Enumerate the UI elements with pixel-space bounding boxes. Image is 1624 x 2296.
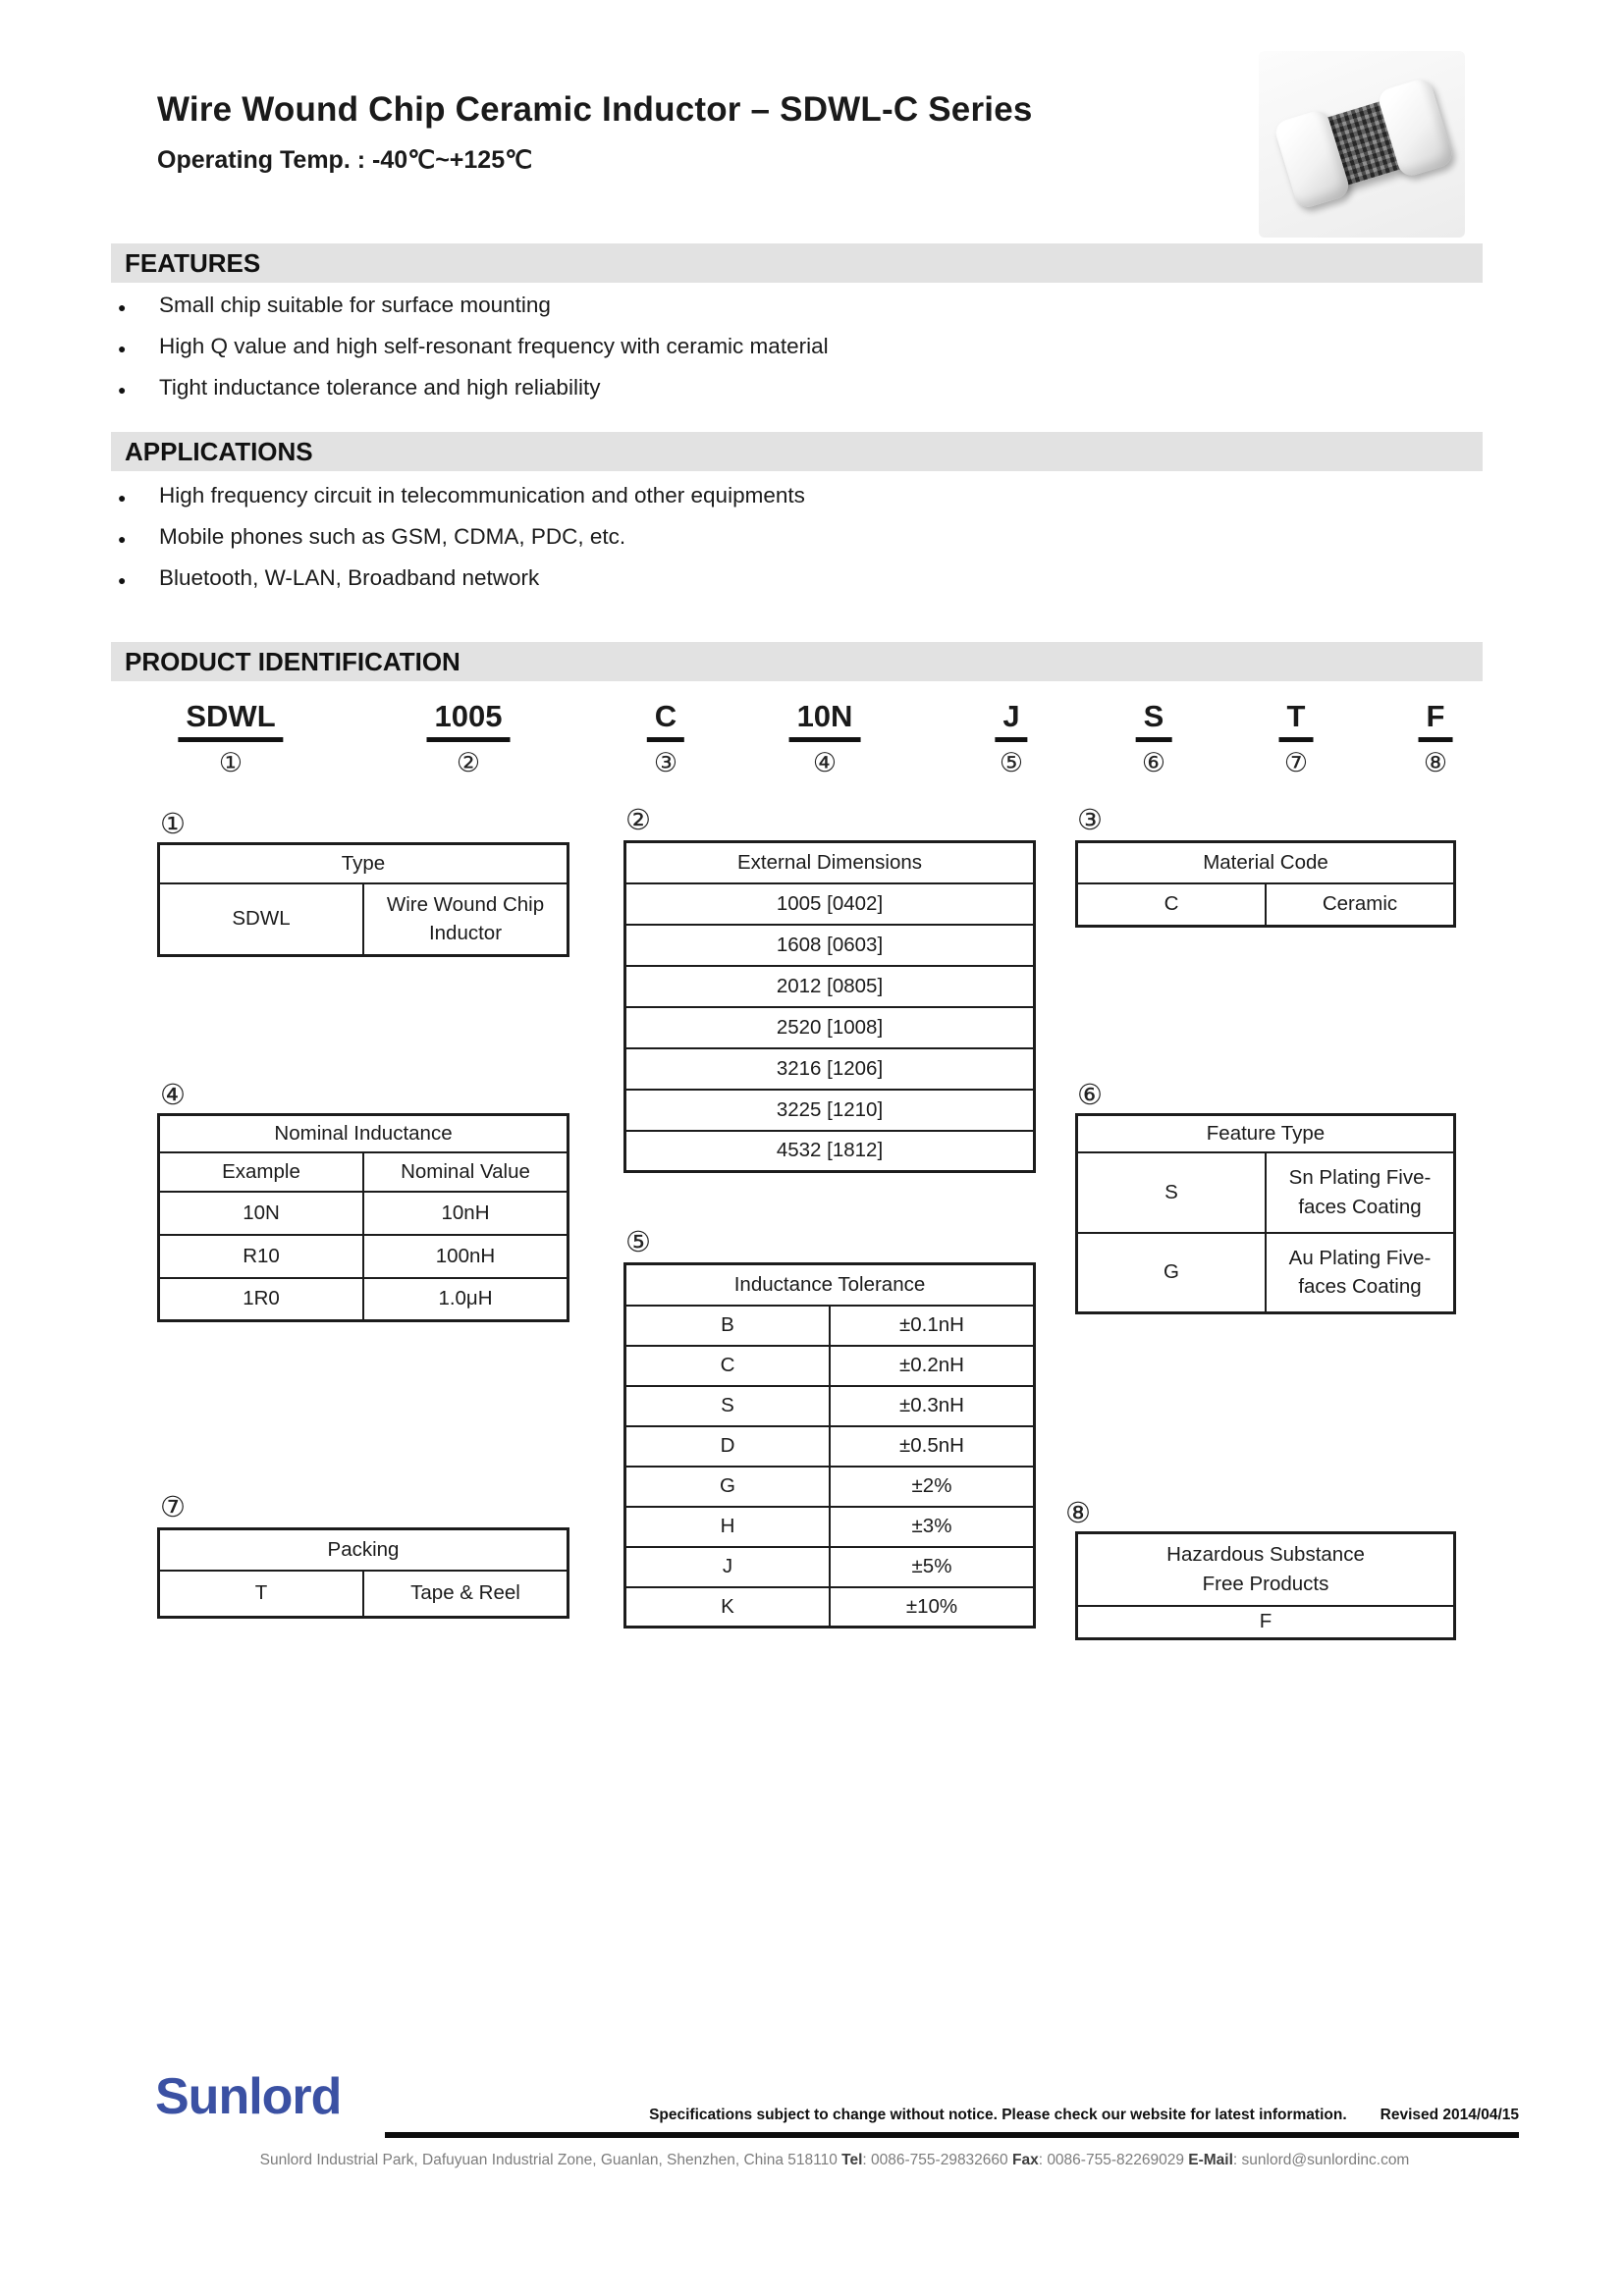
column-header: Nominal Value xyxy=(363,1152,568,1192)
footer-revised: Revised 2014/04/15 xyxy=(1380,2107,1519,2123)
part-code-segment xyxy=(1419,699,1453,778)
footer-divider xyxy=(385,2132,1519,2138)
table-row xyxy=(625,1306,1035,1346)
tolerance-value: ±0.2nH xyxy=(830,1346,1035,1386)
nominal-inductance-table xyxy=(157,1113,569,1322)
part-code-segment xyxy=(789,699,861,778)
circled-number-icon: ④ xyxy=(160,1078,186,1111)
table-row xyxy=(625,1007,1035,1048)
part-code-segment xyxy=(647,699,684,778)
circled-number-icon: ⑦ xyxy=(160,1490,186,1523)
circled-number-icon: ⑧ xyxy=(1065,1496,1091,1529)
email-value: : sunlord@sunlordinc.com xyxy=(1232,2152,1410,2168)
table-title: Feature Type xyxy=(1077,1115,1455,1152)
circled-number-icon: ⑥ xyxy=(1141,748,1166,778)
part-code-segment xyxy=(1136,699,1172,778)
tolerance-value: ±0.5nH xyxy=(830,1426,1035,1467)
tolerance-code: G xyxy=(625,1467,831,1507)
bullet-icon: ● xyxy=(118,531,127,547)
circled-number-icon: ⑦ xyxy=(1283,748,1309,778)
material-code-table xyxy=(1075,840,1456,928)
tolerance-code: B xyxy=(625,1306,831,1346)
type-table xyxy=(157,842,569,957)
external-dimensions-table xyxy=(623,840,1036,1173)
tolerance-value: ±2% xyxy=(830,1467,1035,1507)
address-text: Sunlord Industrial Park, Dafuyuan Industrial Zone, Guanlan, Shenzhen, China 518110 xyxy=(259,2152,842,2168)
applications-heading: APPLICATIONS xyxy=(111,432,1483,471)
table-row xyxy=(159,1235,568,1278)
features-item-text: Tight inductance tolerance and high reliability xyxy=(159,375,601,400)
applications-item-text: Mobile phones such as GSM, CDMA, PDC, etc. xyxy=(159,524,626,549)
dimension-value: 3216 [1206] xyxy=(625,1048,1035,1090)
circled-number-icon: ③ xyxy=(1077,803,1103,836)
table-row xyxy=(625,1346,1035,1386)
dimension-value: 4532 [1812] xyxy=(625,1131,1035,1172)
feature-value: Au Plating Five-faces Coating xyxy=(1288,1246,1432,1299)
part-code: T xyxy=(1279,699,1314,742)
chip-inductor-photo xyxy=(1259,51,1465,238)
features-item-text: Small chip suitable for surface mounting xyxy=(159,293,551,317)
table-title: Nominal Inductance xyxy=(159,1115,568,1152)
column-header: Example xyxy=(159,1152,364,1192)
applications-item xyxy=(118,483,805,508)
feature-code: G xyxy=(1077,1233,1267,1313)
part-code-segment xyxy=(178,699,283,778)
tolerance-value: ±0.3nH xyxy=(830,1386,1035,1426)
features-item-text: High Q value and high self-resonant frequency with ceramic material xyxy=(159,334,829,358)
circled-number-icon: ① xyxy=(218,748,244,778)
dimension-value: 2520 [1008] xyxy=(625,1007,1035,1048)
applications-item-text: High frequency circuit in telecommunication and other equipments xyxy=(159,483,805,507)
packing-code: T xyxy=(159,1571,364,1618)
dimension-value: 3225 [1210] xyxy=(625,1090,1035,1131)
part-code: 10N xyxy=(789,699,861,742)
packing-value: Tape & Reel xyxy=(363,1571,568,1618)
material-value: Ceramic xyxy=(1266,883,1455,927)
feature-type-table xyxy=(1075,1113,1456,1314)
type-code: SDWL xyxy=(159,883,364,956)
type-value: Wire Wound Chip Inductor xyxy=(386,892,545,945)
footer-note: Specifications subject to change without notice. Please check our website for latest information. xyxy=(649,2107,1347,2123)
packing-table xyxy=(157,1527,569,1619)
features-item xyxy=(118,293,551,318)
chip-inductor-graphic xyxy=(1272,77,1455,211)
tolerance-value: ±10% xyxy=(830,1587,1035,1628)
table-row xyxy=(1077,1606,1455,1639)
inductance-value: 1.0μH xyxy=(363,1278,568,1321)
bullet-icon: ● xyxy=(118,572,127,588)
table-row xyxy=(625,1386,1035,1426)
feature-code: S xyxy=(1077,1152,1267,1233)
tolerance-value: ±3% xyxy=(830,1507,1035,1547)
footer-note-row xyxy=(412,2107,1519,2124)
table-title: External Dimensions xyxy=(625,842,1035,883)
part-code: J xyxy=(995,699,1027,742)
inductance-tolerance-table xyxy=(623,1262,1036,1629)
table-row xyxy=(1077,1152,1455,1233)
table-row xyxy=(625,1587,1035,1628)
features-item xyxy=(118,375,600,400)
features-heading: FEATURES xyxy=(111,243,1483,283)
inductance-value: 10nH xyxy=(363,1192,568,1235)
table-title: Inductance Tolerance xyxy=(625,1264,1035,1306)
part-code: SDWL xyxy=(178,699,283,742)
circled-number-icon: ⑤ xyxy=(625,1225,651,1258)
inductance-code: R10 xyxy=(159,1235,364,1278)
table-row xyxy=(159,883,568,956)
sunlord-logo: Sunlord xyxy=(155,2068,342,2125)
applications-item xyxy=(118,565,539,591)
part-code: C xyxy=(647,699,684,742)
material-code: C xyxy=(1077,883,1267,927)
inductance-code: 1R0 xyxy=(159,1278,364,1321)
dimension-value: 1608 [0603] xyxy=(625,925,1035,966)
circled-number-icon: ② xyxy=(456,748,481,778)
fax-label: Fax xyxy=(1011,2152,1039,2168)
part-code: S xyxy=(1136,699,1172,742)
tolerance-code: K xyxy=(625,1587,831,1628)
table-row xyxy=(625,966,1035,1007)
circled-number-icon: ④ xyxy=(812,748,838,778)
inductance-value: 100nH xyxy=(363,1235,568,1278)
tolerance-code: S xyxy=(625,1386,831,1426)
table-title: Type xyxy=(159,844,568,883)
table-row xyxy=(625,1507,1035,1547)
tolerance-value: ±5% xyxy=(830,1547,1035,1587)
feature-value: Sn Plating Five-faces Coating xyxy=(1288,1165,1432,1218)
product-identification-heading: PRODUCT IDENTIFICATION xyxy=(111,642,1483,681)
table-row xyxy=(625,1131,1035,1172)
hazardous-table xyxy=(1075,1531,1456,1640)
footer-address xyxy=(147,2152,1522,2169)
tolerance-code: H xyxy=(625,1507,831,1547)
circled-number-icon: ① xyxy=(160,807,186,840)
part-code-segment xyxy=(1279,699,1314,778)
table-title: Material Code xyxy=(1077,842,1455,883)
table-row xyxy=(625,1048,1035,1090)
table-row xyxy=(625,1426,1035,1467)
tel-label: Tel xyxy=(841,2152,863,2168)
features-item xyxy=(118,334,829,359)
part-code-segment xyxy=(427,699,511,778)
part-code-segment xyxy=(995,699,1027,778)
table-row xyxy=(159,1278,568,1321)
table-row xyxy=(625,1547,1035,1587)
part-code: F xyxy=(1419,699,1453,742)
circled-number-icon: ⑧ xyxy=(1423,748,1448,778)
table-row xyxy=(1077,1233,1455,1313)
tolerance-code: D xyxy=(625,1426,831,1467)
applications-item-text: Bluetooth, W-LAN, Broadband network xyxy=(159,565,540,590)
tolerance-code: C xyxy=(625,1346,831,1386)
bullet-icon: ● xyxy=(118,382,127,398)
fax-value: : 0086-755-82269029 xyxy=(1038,2152,1189,2168)
table-row xyxy=(625,1090,1035,1131)
table-header-row xyxy=(159,1152,568,1192)
table-title: Packing xyxy=(159,1529,568,1571)
dimension-value: 1005 [0402] xyxy=(625,883,1035,925)
circled-number-icon: ③ xyxy=(653,748,678,778)
table-row xyxy=(625,883,1035,925)
inductance-code: 10N xyxy=(159,1192,364,1235)
table-row xyxy=(159,1192,568,1235)
table-title: Hazardous Substance Free Products xyxy=(1166,1543,1365,1595)
table-row xyxy=(625,925,1035,966)
circled-number-icon: ⑥ xyxy=(1077,1078,1103,1111)
tel-value: : 0086-755-29832660 xyxy=(862,2152,1012,2168)
applications-item xyxy=(118,524,625,550)
bullet-icon: ● xyxy=(118,490,127,506)
hazardous-value: F xyxy=(1077,1606,1455,1639)
circled-number-icon: ⑤ xyxy=(999,748,1024,778)
bullet-icon: ● xyxy=(118,299,127,315)
table-row xyxy=(1077,883,1455,927)
circled-number-icon: ② xyxy=(625,803,651,836)
page-title: Wire Wound Chip Ceramic Inductor – SDWL-C Series xyxy=(157,90,1033,129)
dimension-value: 2012 [0805] xyxy=(625,966,1035,1007)
part-code: 1005 xyxy=(427,699,511,742)
bullet-icon: ● xyxy=(118,341,127,356)
table-row xyxy=(159,1571,568,1618)
operating-temp: Operating Temp. : -40℃~+125℃ xyxy=(157,146,533,174)
table-row xyxy=(625,1467,1035,1507)
email-label: E-Mail xyxy=(1188,2152,1233,2168)
tolerance-code: J xyxy=(625,1547,831,1587)
tolerance-value: ±0.1nH xyxy=(830,1306,1035,1346)
